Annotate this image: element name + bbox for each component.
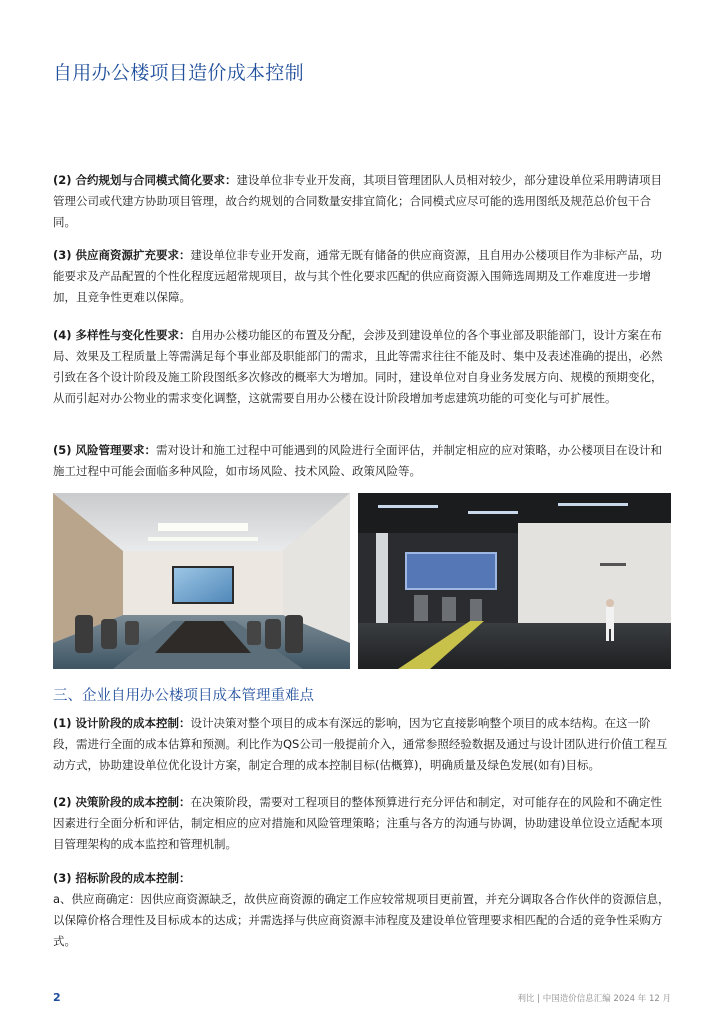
cost-control-body: a、供应商确定：因供应商资源缺乏，故供应商资源的确定工作应较常规项目更前置，并充分调取各合作伙伴的资源信息，以保障价格合理性及目标成本的达成；并需选择与供应商资源丰沛程度及建设单位管理要求相匹配的合适的竞争性采购方式。 [53, 892, 670, 948]
page-title: 自用办公楼项目造价成本控制 [53, 62, 304, 84]
requirement-body: 建设单位非专业开发商，通常无既有储备的供应商资源，且自用办公楼项目作为非标产品，功能要求及产品配置的个性化程度远超常规项目，故与其个性化要求匹配的供应商资源入围筛选周期及工作难度进一步增加，且竞争性更难以保障。 [53, 248, 663, 304]
requirement-paragraph-3 [53, 245, 671, 308]
requirement-heading: (2) 合约规划与合同模式简化要求： [53, 173, 237, 187]
cost-control-heading: (3) 招标阶段的成本控制： [53, 871, 191, 885]
requirement-body: 自用办公楼功能区的布置及分配，会涉及到建设单位的各个事业部及职能部门，设计方案在布局、效果及工程质量上等需满足每个事业部及职能部门的需求，且此等需求往往不能及时、集中及表述准确的提出，必然引致在各个设计阶段及施工阶段图纸多次修改的概率大为增加。同时，建设单位对自身业务发展方向、规模的预期变化，从而引起对办公物业的需求变化调整，这就需要自用办公楼在设计阶段增加考虑建筑功能的可变化与可扩展性。 [53, 328, 663, 405]
cost-control-paragraph-3 [53, 868, 671, 952]
requirement-paragraph-2 [53, 170, 671, 233]
page-number: 2 [53, 991, 61, 1004]
cost-control-heading: (1) 设计阶段的成本控制： [53, 716, 191, 730]
requirement-heading: (5) 风险管理要求： [53, 443, 157, 457]
cost-control-body: 设计决策对整个项目的成本有深远的影响，因为它直接影响整个项目的成本结构。在这一阶段，需进行全面的成本估算和预测。利比作为QS公司一般提前介入，通常参照经验数据及通过与设计团队进行价值工程互动方式，协助建设单位优化设计方案，制定合理的成本控制目标(估概算)，明确质量及绿色发展(如有)目标。 [53, 716, 668, 772]
requirement-heading: (3) 供应商资源扩充要求： [53, 248, 191, 262]
cost-control-heading: (2) 决策阶段的成本控制： [53, 795, 191, 809]
fitness-area-photo [358, 493, 671, 669]
requirement-heading: (4) 多样性与变化性要求： [53, 328, 191, 342]
conference-room-photo [53, 493, 350, 669]
section-title: 三、企业自用办公楼项目成本管理重难点 [53, 688, 314, 704]
requirement-body: 需对设计和施工过程中可能遇到的风险进行全面评估，并制定相应的应对策略，办公楼项目在设计和施工过程中可能会面临多种风险，如市场风险、技术风险、政策风险等。 [53, 443, 663, 478]
cost-control-body: 在决策阶段，需要对工程项目的整体预算进行充分评估和制定，对可能存在的风险和不确定性因素进行全面分析和评估，制定相应的应对措施和风险管理策略；注重与各方的沟通与协调，协助建设单位设立适配本项目管理架构的成本监控和管理机制。 [53, 795, 663, 851]
requirement-paragraph-4 [53, 325, 671, 409]
publication-footer: 利比 | 中国造价信息汇编 2024 年 12 月 [517, 994, 671, 1004]
cost-control-paragraph-1 [53, 713, 671, 776]
requirement-body: 建设单位非专业开发商，其项目管理团队人员相对较少，部分建设单位采用聘请项目管理公司或代建方协助项目管理，故合约规划的合同数量安排宜简化；合同模式应尽可能的选用图纸及规范总价包干合同。 [53, 173, 663, 229]
cost-control-paragraph-2 [53, 792, 671, 855]
requirement-paragraph-5 [53, 440, 671, 482]
